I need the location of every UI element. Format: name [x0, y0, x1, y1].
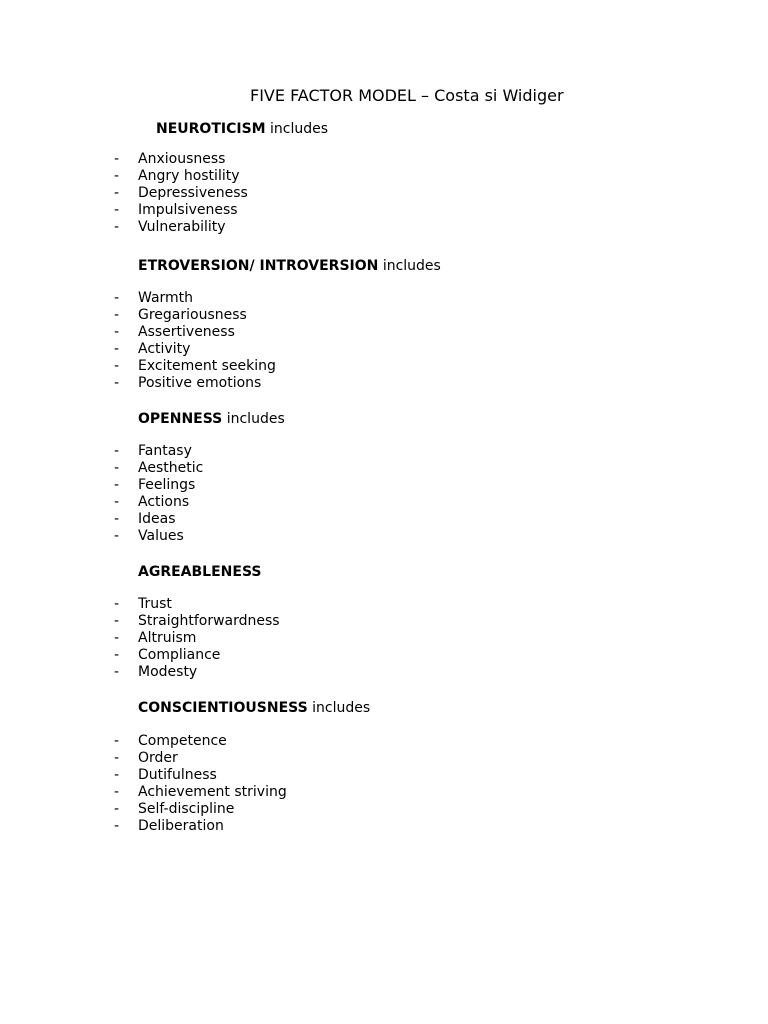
dash-bullet: -: [114, 733, 120, 749]
list-item: [114, 290, 276, 307]
dash-bullet: -: [114, 784, 120, 801]
list-item: [114, 202, 248, 219]
item-text: Gregariousness: [138, 307, 247, 324]
list-item: [114, 375, 276, 392]
dash-bullet: -: [114, 818, 120, 835]
item-text: Excitement seeking: [138, 358, 276, 375]
dash-bullet: -: [114, 460, 120, 477]
list-item: [114, 613, 280, 630]
item-text: Vulnerability: [138, 219, 226, 236]
list-openness: [114, 443, 203, 546]
list-conscientiousness: [114, 733, 287, 836]
dash-bullet: -: [114, 151, 120, 167]
list-item: [114, 185, 248, 202]
document-title: FIVE FACTOR MODEL – Costa si Widiger: [250, 86, 564, 105]
dash-bullet: -: [114, 647, 120, 664]
list-item: [114, 324, 276, 341]
list-item: [114, 168, 248, 185]
section-suffix: includes: [307, 700, 371, 716]
item-text: Assertiveness: [138, 324, 235, 341]
list-item: [114, 630, 280, 647]
dash-bullet: -: [114, 511, 120, 528]
dash-bullet: -: [114, 664, 120, 681]
list-item: [114, 358, 276, 375]
list-item: [114, 528, 203, 545]
section-name: NEUROTICISM: [156, 121, 266, 137]
item-text: Feelings: [138, 477, 196, 494]
dash-bullet: -: [114, 341, 120, 358]
list-item: [114, 750, 287, 767]
section-suffix: includes: [265, 121, 329, 137]
dash-bullet: -: [114, 358, 120, 375]
dash-bullet: -: [114, 528, 120, 545]
item-text: Trust: [138, 596, 172, 612]
item-text: Straightforwardness: [138, 613, 280, 630]
list-item: [114, 307, 276, 324]
item-text: Competence: [138, 733, 227, 749]
section-heading-openness: [138, 410, 285, 428]
item-text: Activity: [138, 341, 191, 358]
dash-bullet: -: [114, 168, 120, 185]
dash-bullet: -: [114, 630, 120, 647]
list-item: [114, 784, 287, 801]
dash-bullet: -: [114, 767, 120, 784]
dash-bullet: -: [114, 290, 120, 306]
section-suffix: includes: [222, 411, 285, 427]
list-item: [114, 443, 203, 460]
dash-bullet: -: [114, 494, 120, 511]
item-text: Impulsiveness: [138, 202, 238, 219]
list-item: [114, 341, 276, 358]
item-text: Order: [138, 750, 178, 767]
dash-bullet: -: [114, 613, 120, 630]
section-heading-conscientiousness: [138, 699, 370, 717]
item-text: Depressiveness: [138, 185, 248, 202]
list-extroversion: [114, 290, 276, 393]
list-item: [114, 511, 203, 528]
dash-bullet: -: [114, 375, 120, 392]
item-text: Self-discipline: [138, 801, 235, 818]
dash-bullet: -: [114, 307, 120, 324]
list-item: [114, 151, 248, 168]
section-name: AGREABLENESS: [138, 564, 262, 580]
section-heading-extroversion: [138, 257, 441, 275]
list-agreeableness: [114, 596, 280, 681]
list-item: [114, 460, 203, 477]
item-text: Dutifulness: [138, 767, 217, 784]
list-item: [114, 219, 248, 236]
list-item: [114, 767, 287, 784]
item-text: Actions: [138, 494, 190, 511]
dash-bullet: -: [114, 324, 120, 341]
list-item: [114, 818, 287, 835]
dash-bullet: -: [114, 596, 120, 612]
item-text: Deliberation: [138, 818, 224, 835]
dash-bullet: -: [114, 202, 120, 219]
item-text: Warmth: [138, 290, 194, 306]
dash-bullet: -: [114, 750, 120, 767]
item-text: Altruism: [138, 630, 197, 647]
list-item: [114, 801, 287, 818]
list-neuroticism: [114, 151, 248, 236]
dash-bullet: -: [114, 477, 120, 494]
dash-bullet: -: [114, 185, 120, 202]
dash-bullet: -: [114, 219, 120, 236]
section-name: ETROVERSION/ INTROVERSION: [138, 258, 379, 274]
item-text: Aesthetic: [138, 460, 204, 477]
item-text: Modesty: [138, 664, 198, 681]
section-heading-agreeableness: [138, 563, 261, 581]
section-name: CONSCIENTIOUSNESS: [138, 700, 308, 716]
item-text: Fantasy: [138, 443, 192, 459]
list-item: [114, 477, 203, 494]
list-item: [114, 596, 280, 613]
item-text: Ideas: [138, 511, 176, 528]
list-item: [114, 647, 280, 664]
section-name: OPENNESS: [138, 411, 223, 427]
item-text: Compliance: [138, 647, 221, 664]
list-item: [114, 494, 203, 511]
item-text: Achievement striving: [138, 784, 287, 801]
section-suffix: includes: [378, 258, 441, 274]
list-item: [114, 733, 287, 750]
list-item: [114, 664, 280, 681]
item-text: Positive emotions: [138, 375, 262, 392]
item-text: Anxiousness: [138, 151, 226, 167]
dash-bullet: -: [114, 801, 120, 818]
dash-bullet: -: [114, 443, 120, 459]
item-text: Angry hostility: [138, 168, 240, 185]
item-text: Values: [138, 528, 184, 545]
section-heading-neuroticism: [156, 120, 328, 138]
